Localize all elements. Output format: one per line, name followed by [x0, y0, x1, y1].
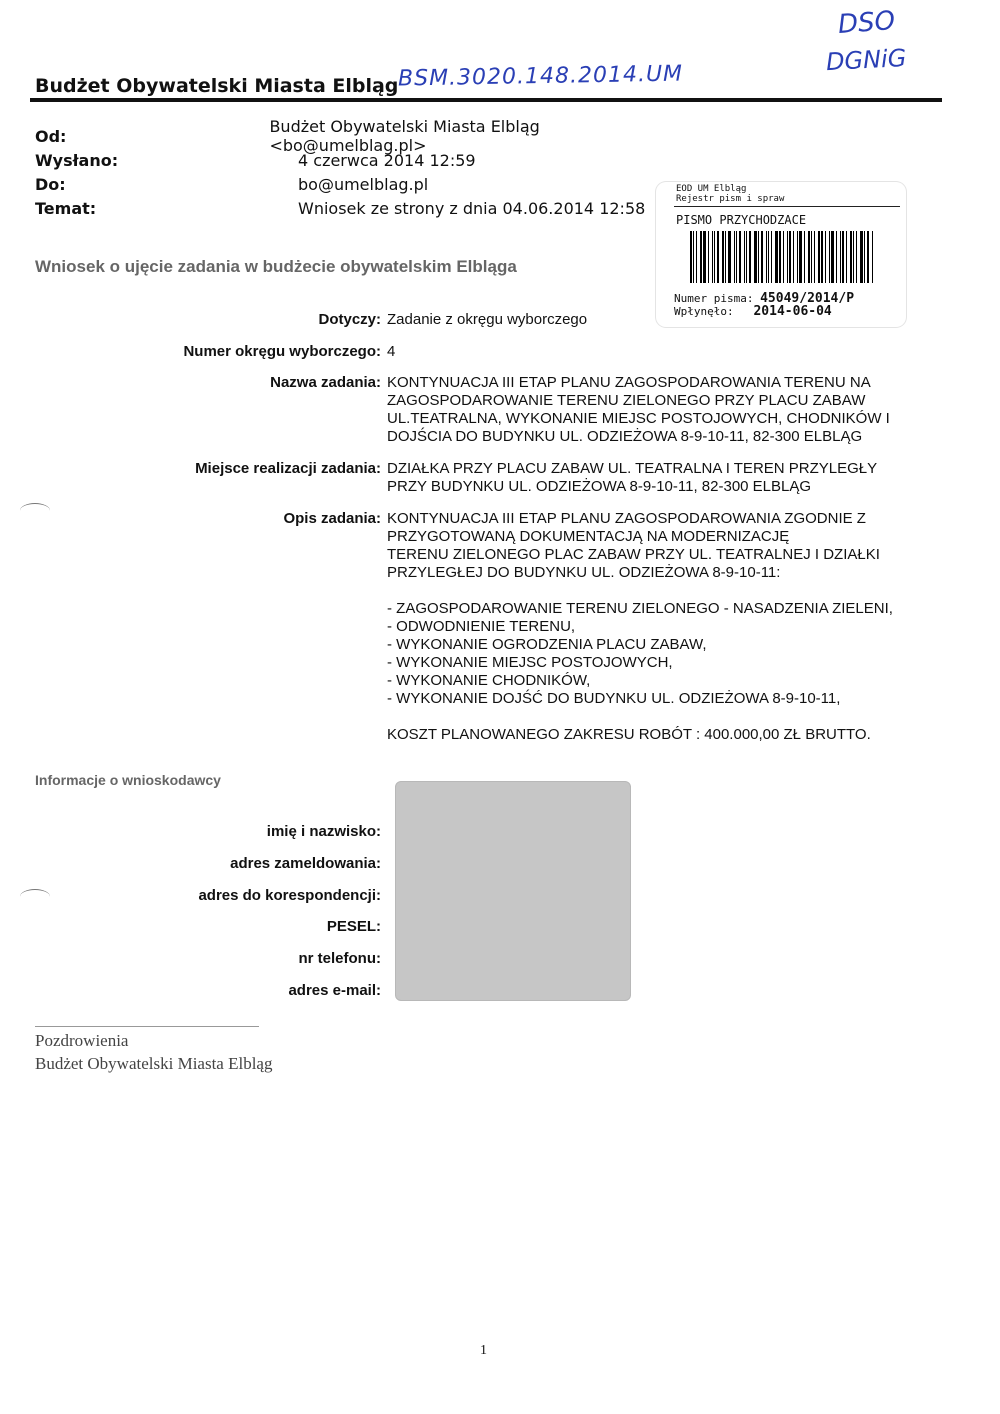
barcode-bar [836, 231, 837, 283]
meta-row-from [35, 117, 655, 155]
handwritten-note-second: DGNiG [825, 43, 907, 77]
field-concerns [35, 311, 975, 329]
barcode-bar [860, 231, 863, 283]
barcode-bar [846, 231, 847, 283]
barcode-bar [799, 231, 802, 283]
meta-label: Wysłano: [35, 150, 119, 170]
barcode-bar [768, 231, 769, 283]
barcode-bar [793, 231, 794, 283]
stamp-date-label: Wpłynęło: [674, 305, 734, 318]
document-title: Budżet Obywatelski Miasta Elbląg [35, 75, 399, 97]
application-section-title: Wniosek o ujęcie zadania w budżecie obywatelskim Elbląga [35, 257, 517, 276]
barcode-bar [775, 231, 778, 283]
handwritten-note-top: DSO [837, 6, 896, 40]
meta-value: 4 czerwca 2014 12:59 [298, 150, 476, 170]
barcode-bar [789, 231, 791, 283]
barcode-bar [712, 231, 713, 283]
signature-divider [35, 1026, 259, 1027]
applicant-section-title: Informacje o wnioskodawcy [35, 772, 221, 788]
barcode-bar [850, 231, 852, 283]
meta-row-subject [35, 196, 655, 220]
meta-label: Temat: [35, 198, 97, 218]
meta-value: bo@umelblag.pl [298, 174, 429, 194]
barcode-bar [811, 231, 812, 283]
field-value: KONTYNUACJA III ETAP PLANU ZAGOSPODAROWANIA ZGODNIE Z PRZYGOTOWANĄ DOKUMENTACJĄ NA MODERNIZACJĘ TERENU ZIELONEGO PLAC ZABAW PRZY UL. TEATRALNEJ I DZIAŁKI PRZYLEGŁEJ DO BUDYNKU UL. ODZIEŻOWA 8-9-10-11: - ZAGOSPODAROWANIE TERENU ZIELONEGO - NASADZENIA ZIELENI, - ODWODNIENIE TERENU, - WYKONANIE OGRODZENIA PLACU ZABAW, - WYKONANIE MIEJSC POSTOJOWYCH, - WYKONANIE CHODNIKÓW, - WYKONANIE DOJŚĆ DO BUDYNKU UL. ODZIEŻOWA 8-9-10-11, KOSZT PLANOWANEGO ZAKRESU ROBÓT : 400.000,00 ZŁ BRUTTO. [387, 510, 893, 743]
field-label: Nazwa zadania: [270, 374, 381, 391]
meta-label: Od: [35, 126, 67, 146]
barcode-bar [714, 231, 715, 283]
barcode-bar [696, 231, 697, 283]
barcode-bar [693, 231, 694, 283]
barcode-bar [821, 231, 823, 283]
barcode [690, 231, 874, 283]
barcode-bar [736, 231, 737, 283]
barcode-bar [746, 231, 747, 283]
barcode-bar [766, 231, 767, 283]
barcode-bar [734, 231, 735, 283]
field-label: nr telefonu: [298, 950, 381, 967]
barcode-bar [853, 231, 854, 283]
field-label: Opis zadania: [283, 510, 381, 527]
stamp-number-value: 45049/2014/P [760, 291, 855, 306]
barcode-bar [831, 231, 834, 283]
barcode-bar [703, 231, 706, 283]
field-task-name [35, 374, 975, 446]
barcode-bar [754, 231, 757, 283]
stamp-register: Rejestr pism i spraw [676, 194, 785, 204]
barcode-bar [842, 231, 844, 283]
title-underline [30, 98, 942, 102]
barcode-bar [867, 231, 869, 283]
barcode-bar [829, 231, 830, 283]
field-label: adres do korespondencji: [198, 887, 381, 904]
meta-value: Wniosek ze strony z dnia 04.06.2014 12:58 [298, 198, 646, 218]
barcode-bar [717, 231, 719, 283]
field-label: Dotyczy: [318, 311, 381, 328]
field-value: KONTYNUACJA III ETAP PLANU ZAGOSPODAROWANIA TERENU NA ZAGOSPODAROWANIE TERENU ZIELONEGO PRZY PLACU ZABAW UL.TEATRALNA, WYKONANIE MIEJSC POSTOJOWYCH, CHODNIKÓW I DOJŚCIA DO BUDYNKU UL. ODZIEŻOWA 8-9-10-11, 82-300 ELBLĄG [387, 374, 890, 445]
field-district-number [35, 343, 975, 361]
registration-stamp [656, 182, 906, 327]
barcode-bar [728, 231, 731, 283]
handwritten-reference-number: BSM.3020.148.2014.UM [397, 61, 684, 92]
email-meta [35, 117, 655, 220]
barcode-bar [744, 231, 745, 283]
stamp-divider [674, 206, 900, 207]
barcode-bar [804, 231, 805, 283]
field-label: Numer okręgu wyborczego: [183, 343, 381, 360]
field-label: adres e-mail: [288, 982, 381, 999]
meta-label: Do: [35, 174, 66, 194]
barcode-bar [872, 231, 873, 283]
redaction-box [395, 781, 631, 1001]
signature-sender: Budżet Obywatelski Miasta Elbląg [35, 1054, 273, 1073]
barcode-bar [783, 231, 784, 283]
barcode-bar [856, 231, 857, 283]
barcode-bar [787, 231, 788, 283]
barcode-bar [749, 231, 751, 283]
field-value: Zadanie z okręgu wyborczego [387, 311, 588, 328]
barcode-bar [779, 231, 781, 283]
barcode-bar [818, 231, 820, 283]
barcode-bar [725, 231, 726, 283]
punch-hole-mark [20, 503, 50, 518]
barcode-bar [758, 231, 759, 283]
field-value: 4 [387, 343, 396, 360]
field-label: imię i nazwisko: [266, 823, 381, 840]
barcode-bar [708, 231, 709, 283]
field-label: adres zameldowania: [230, 855, 381, 872]
barcode-bar [840, 231, 841, 283]
barcode-bar [864, 231, 865, 283]
stamp-date-value: 2014-06-04 [753, 304, 832, 319]
barcode-bar [808, 231, 810, 283]
field-label: Miejsce realizacji zadania: [195, 460, 381, 477]
field-value: DZIAŁKA PRZY PLACU ZABAW UL. TEATRALNA I TEREN PRZYLEGŁY PRZY BUDYNKU UL. ODZIEŻOWA 8-9-10-11, 82-300 ELBLĄG [387, 460, 878, 495]
field-description [35, 510, 975, 744]
barcode-bar [761, 231, 763, 283]
punch-hole-mark [20, 889, 50, 904]
page-number: 1 [480, 1343, 487, 1358]
stamp-organization: EOD UM Elbląg [676, 184, 747, 194]
barcode-bar [797, 231, 798, 283]
field-label: PESEL: [326, 918, 381, 935]
barcode-bar [722, 231, 724, 283]
barcode-bar [700, 231, 702, 283]
meta-value: Budżet Obywatelski Miasta Elbląg <bo@umelblag.pl> [269, 117, 540, 155]
barcode-bar [825, 231, 826, 283]
meta-row-to [35, 172, 655, 196]
barcode-bar [690, 231, 692, 283]
signature-greeting: Pozdrowienia [35, 1031, 129, 1050]
barcode-bar [814, 231, 815, 283]
barcode-bar [739, 231, 741, 283]
field-location [35, 460, 975, 496]
stamp-document-type: PISMO PRZYCHODZACE [676, 213, 807, 227]
barcode-bar [771, 231, 772, 283]
stamp-number-label: Numer pisma: [674, 292, 754, 305]
